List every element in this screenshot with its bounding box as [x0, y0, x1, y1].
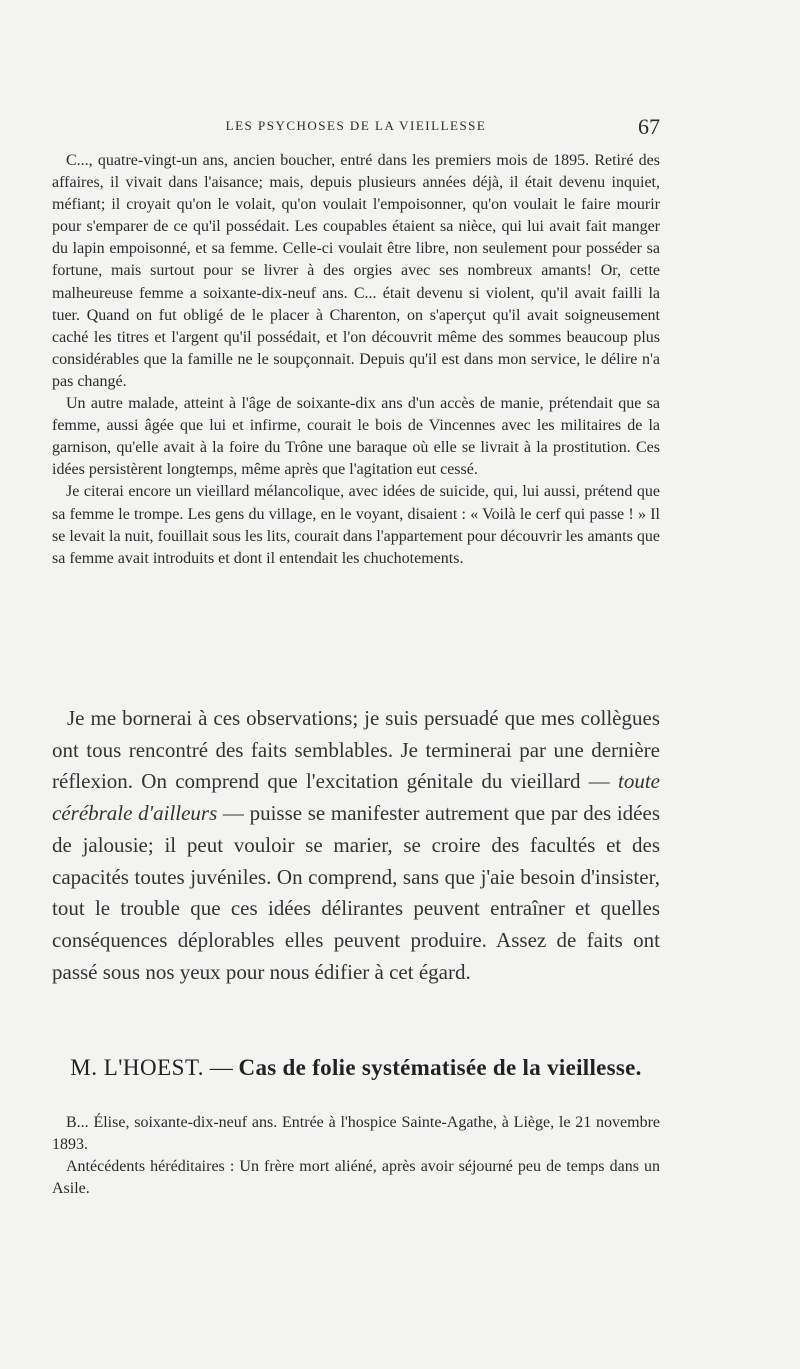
heading-dash: —: [204, 1055, 239, 1080]
conclusion-text-end: — puisse se manifester autrement que par des idées de jalousie; il peut vouloir se marier, se croire des facultés et des capacités toutes juvéniles. On comprend, sans que j'aie besoin d'insister, tout le trouble que ces idées délirantes peuvent entraîner et quelles conséquences déplorables elles peuvent produire. Assez de faits ont passé sous nos yeux pour nous édifier à cet égard.: [52, 801, 660, 984]
running-title: LES PSYCHOSES DE LA VIEILLESSE: [225, 118, 487, 133]
heading-case-title: Cas de folie systématisée de la vieillesse.: [238, 1055, 642, 1080]
section-heading: [52, 1055, 660, 1081]
conclusion-text-start: Je me bornerai à ces observations; je suis persuadé que mes collègues ont tous rencontré des faits semblables. Je terminerai par une dernière réflexion. On comprend que l'excitation génitale du vieillard —: [52, 706, 660, 794]
conclusion-italic: toute cérébrale d'ailleurs: [52, 769, 660, 826]
paragraph-melancholic-old-man: Je citerai encore un vieillard mélancolique, avec idées de suicide, qui, lui aussi, prétend que sa femme le trompe. Les gens du village, en le voyant, disaient : « Voilà le cerf qui passe ! » Il se levait la nuit, fouillait sous les lits, courait dans l'appartement pour découvrir les amants que sa femme avait introduits et dont il entendait les chuchotements.: [52, 483, 660, 567]
heading-author: M. L'HOEST.: [70, 1055, 205, 1080]
paragraph-heredity: Antécédents héréditaires : Un frère mort aliéné, après avoir séjourné peu de temps dans un Asile.: [52, 1158, 660, 1198]
paragraph-other-patient: Un autre malade, atteint à l'âge de soixante-dix ans d'un accès de manie, prétendait que sa femme, aussi âgée que lui et infirme, courait le bois de Vincennes avec les militaires de la garnison, qu'elle avait à la foire du Trône une baraque où elle se livrait à la prostitution. Ces idées persistèrent longtemps, même après que l'agitation eut cessé.: [52, 395, 660, 479]
paragraph-case-c: C..., quatre-vingt-un ans, ancien boucher, entré dans les premiers mois de 1895. Retiré des affaires, il vivait dans l'aisance; mais, depuis plusieurs années déjà, il était devenu inquiet, méfiant; il croyait qu'on le volait, qu'on voulait l'empoisonner, qu'on voulait le faire mourir pour s'emparer de ce qu'il possédait. Les coupables étaient sa nièce, qui lui avait fait manger du lapin empoisonné, et sa femme. Celle-ci voulait être libre, non seulement pour posséder sa fortune, mais surtout pour se livrer à des orgies avec ses nombreux amants! Or, cette malheureuse femme a soixante-dix-neuf ans. C... était devenu si violent, qu'il avait failli la tuer. Quand on fut obligé de le placer à Charenton, on s'aperçut qu'il avait soigneusement caché les titres et l'argent qu'il possédait, et l'on découvrit même des sommes beaucoup plus considérables que la famille ne le soupçonnait. Depuis qu'il est dans mon service, le délire n'a pas changé.: [52, 152, 660, 390]
new-case-details: [52, 1112, 660, 1200]
page-number: 67: [638, 114, 660, 139]
paragraph-conclusion: [52, 703, 660, 988]
running-header: [52, 114, 660, 138]
paragraph-patient-b: B... Élise, soixante-dix-neuf ans. Entrée à l'hospice Sainte-Agathe, à Liège, le 21 novembre 1893.: [52, 1114, 660, 1154]
concluding-reflection: [52, 703, 660, 988]
case-observations: [52, 150, 660, 570]
